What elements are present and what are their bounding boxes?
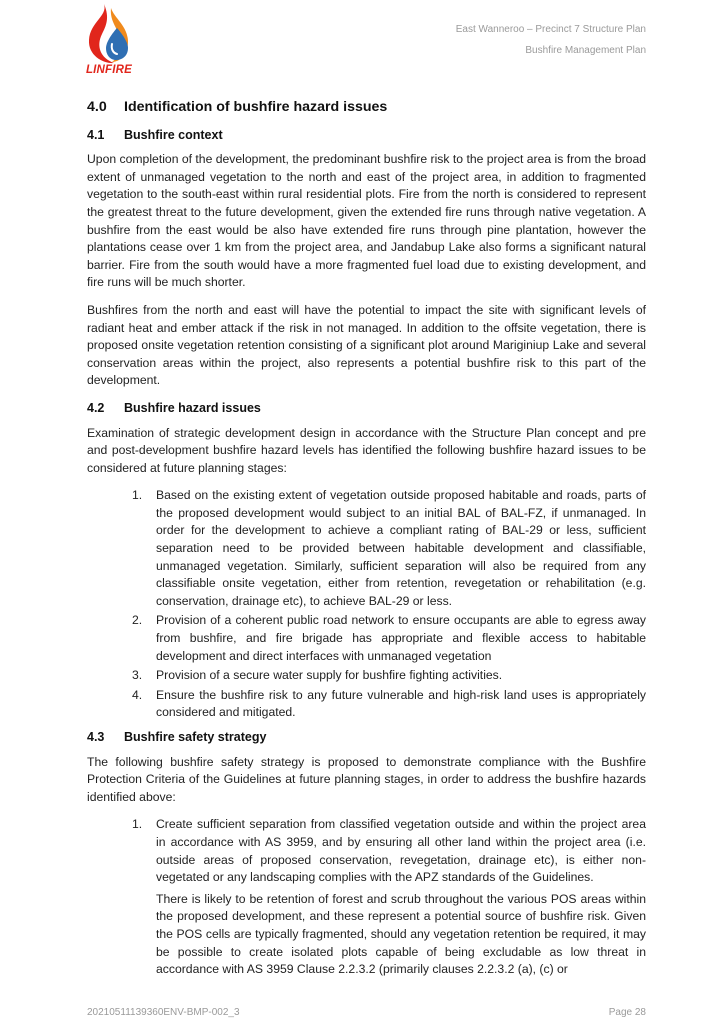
linfire-logo (84, 2, 134, 80)
list-item: 3. Provision of a secure water supply for bushfire fighting activities. (132, 668, 503, 683)
logo-wordmark: LINFIRE (85, 64, 133, 76)
running-header (456, 19, 646, 61)
hazard-issues-list (87, 487, 646, 722)
page-footer (87, 1007, 646, 1018)
list-item: 4. Ensure the bushfire risk to any future vulnerable and high-risk land uses is appropriately considered and mitigated. (132, 687, 646, 720)
safety-strategy-list (87, 816, 646, 886)
list-item: 1. Based on the existing extent of vegetation outside proposed habitable and roads, parts of the proposed development would subject to an initial BAL of BAL-FZ, if unmanaged. In order for the development to achieve a compliant rating of BAL-29 or less, sufficient separation need to be provided between habitable development and classifiable, unmanaged vegetation. Similarly, sufficient separation will also be required from any classifiable onsite vegetation, either from retention, revegetation or rehabilitation (e.g. conservation, drainage etc), to achieve BAL-29 or less. (132, 488, 646, 608)
paragraph: Upon completion of the development, the predominant bushfire risk to the project area is from the broad extent of unmanaged vegetation to the north and east of the project area, in addition to fragmented vegetation to the south-east within rural residential plots. Fire from the north is considered to represent the greatest threat to the future development, given the extended fire runs through native vegetation. A bushfire from the east would be also have extended fire runs through pine plantation, however the plantations cease over 1 km from the project area, and Jandabup Lake also forms a significant natural barrier. Fire from the south would have a more fragmented fuel load due to existing development, and fire runs will be much shorter. (87, 152, 646, 290)
list-item: 2. Provision of a coherent public road network to ensure occupants are able to egress away from bushfire, and fire brigade has appropriate and flexible access to habitable development and direct interfaces with unmanaged vegetation (132, 613, 646, 663)
subsection-heading-4-3: 4.3 Bushfire safety strategy (87, 730, 267, 744)
flame-water-drop-icon (84, 2, 134, 66)
paragraph: The following bushfire safety strategy is proposed to demonstrate compliance with the Bushfire Protection Criteria of the Guidelines at future planning stages, in order to address the bushfire hazards identified above: (87, 754, 646, 804)
subsection-heading-4-1: 4.1 Bushfire context (87, 127, 223, 142)
subsection-heading-4-2: 4.2 Bushfire hazard issues (87, 400, 261, 415)
list-item-continuation: There is likely to be retention of forest and scrub throughout the various POS areas within the proposed development, and these represent a potential source of bushfire risk. Given the POS cells are typically fragmented, should any vegetation retention be required, it may be possible to create isolated plots capable of being excludable as low threat in accordance with AS 3959 Clause 2.2.3.2 (primarily clauses 2.2.3.2 (a), (c) or (156, 891, 646, 977)
paragraph: Examination of strategic development design in accordance with the Structure Plan concept and pre and post-development bushfire hazard levels has identified the following bushfire hazard issues to be considered at future planning stages: (87, 425, 646, 475)
page-number: Page 28 (608, 1007, 646, 1018)
list-item: 1. Create sufficient separation from classified vegetation outside and within the project area in accordance with AS 3959, and by ensuring all other land within the project area (i.e. outside areas of proposed conservation, revegetation, drainage etc), is either non-vegetated or any landscaping complies with the APZ standards of the Guidelines. (132, 817, 646, 885)
page-content (87, 99, 646, 979)
header-document-title: Bushfire Management Plan (525, 45, 646, 56)
document-reference: 20210511139360ENV-BMP-002_3 (87, 1007, 240, 1018)
section-heading: 4.0 Identification of bushfire hazard issues (87, 99, 388, 115)
paragraph: Bushfires from the north and east will have the potential to impact the site with significant levels of radiant heat and ember attack if the risk in not managed. In addition to the offsite vegetation, there is proposed onsite vegetation retention consisting of a significant plot around Mariginiup Lake and several conservation areas within the project, also represents a potential bushfire risk to this part of the development. (87, 302, 646, 388)
header-project-title: East Wanneroo – Precinct 7 Structure Plan (455, 24, 646, 35)
